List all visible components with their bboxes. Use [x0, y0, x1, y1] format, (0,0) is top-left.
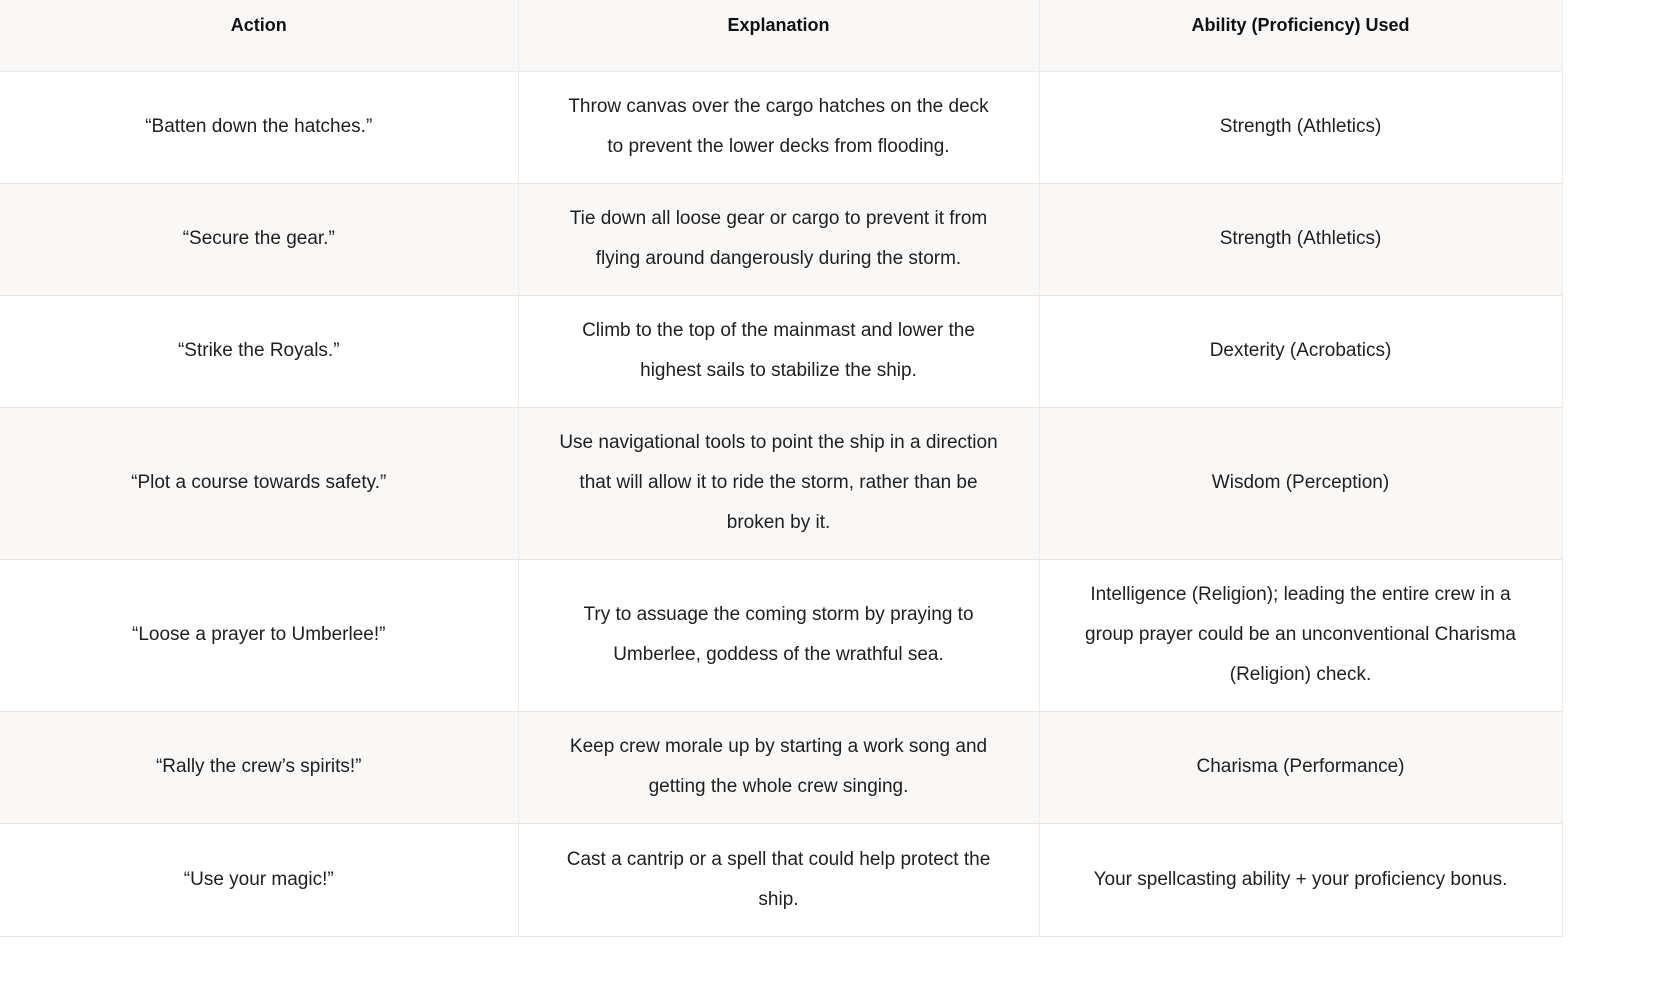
table-row: [0, 711, 1562, 823]
action-cell: “Use your magic!”: [0, 823, 518, 936]
ability-cell: Strength (Athletics): [1039, 71, 1562, 183]
table-row: [0, 559, 1562, 711]
action-cell: “Strike the Royals.”: [0, 295, 518, 407]
ability-cell: Charisma (Performance): [1039, 711, 1562, 823]
action-cell: “Secure the gear.”: [0, 183, 518, 295]
action-cell: “Loose a prayer to Umberlee!”: [0, 559, 518, 711]
action-cell: “Batten down the hatches.”: [0, 71, 518, 183]
table-row: [0, 183, 1562, 295]
ability-cell: Strength (Athletics): [1039, 183, 1562, 295]
explanation-cell: Try to assuage the coming storm by praying to Umberlee, goddess of the wrathful sea.: [518, 559, 1039, 711]
header-action: Action: [0, 0, 518, 71]
table-header-row: [0, 0, 1562, 71]
action-cell: “Plot a course towards safety.”: [0, 407, 518, 559]
explanation-cell: Cast a cantrip or a spell that could help protect the ship.: [518, 823, 1039, 936]
ability-cell: Dexterity (Acrobatics): [1039, 295, 1562, 407]
header-ability: Ability (Proficiency) Used: [1039, 0, 1562, 71]
ability-cell: Your spellcasting ability + your proficiency bonus.: [1039, 823, 1562, 936]
explanation-cell: Climb to the top of the mainmast and lower the highest sails to stabilize the ship.: [518, 295, 1039, 407]
ability-cell: Intelligence (Religion); leading the entire crew in a group prayer could be an unconventional Charisma (Religion) check.: [1039, 559, 1562, 711]
table-row: [0, 823, 1562, 936]
explanation-cell: Keep crew morale up by starting a work song and getting the whole crew singing.: [518, 711, 1039, 823]
table-row: [0, 407, 1562, 559]
ability-cell: Wisdom (Perception): [1039, 407, 1562, 559]
table-row: [0, 295, 1562, 407]
explanation-cell: Throw canvas over the cargo hatches on the deck to prevent the lower decks from flooding.: [518, 71, 1039, 183]
explanation-cell: Tie down all loose gear or cargo to prevent it from flying around dangerously during the storm.: [518, 183, 1039, 295]
explanation-cell: Use navigational tools to point the ship in a direction that will allow it to ride the storm, rather than be broken by it.: [518, 407, 1039, 559]
header-explanation: Explanation: [518, 0, 1039, 71]
table-row: [0, 71, 1562, 183]
action-cell: “Rally the crew’s spirits!”: [0, 711, 518, 823]
